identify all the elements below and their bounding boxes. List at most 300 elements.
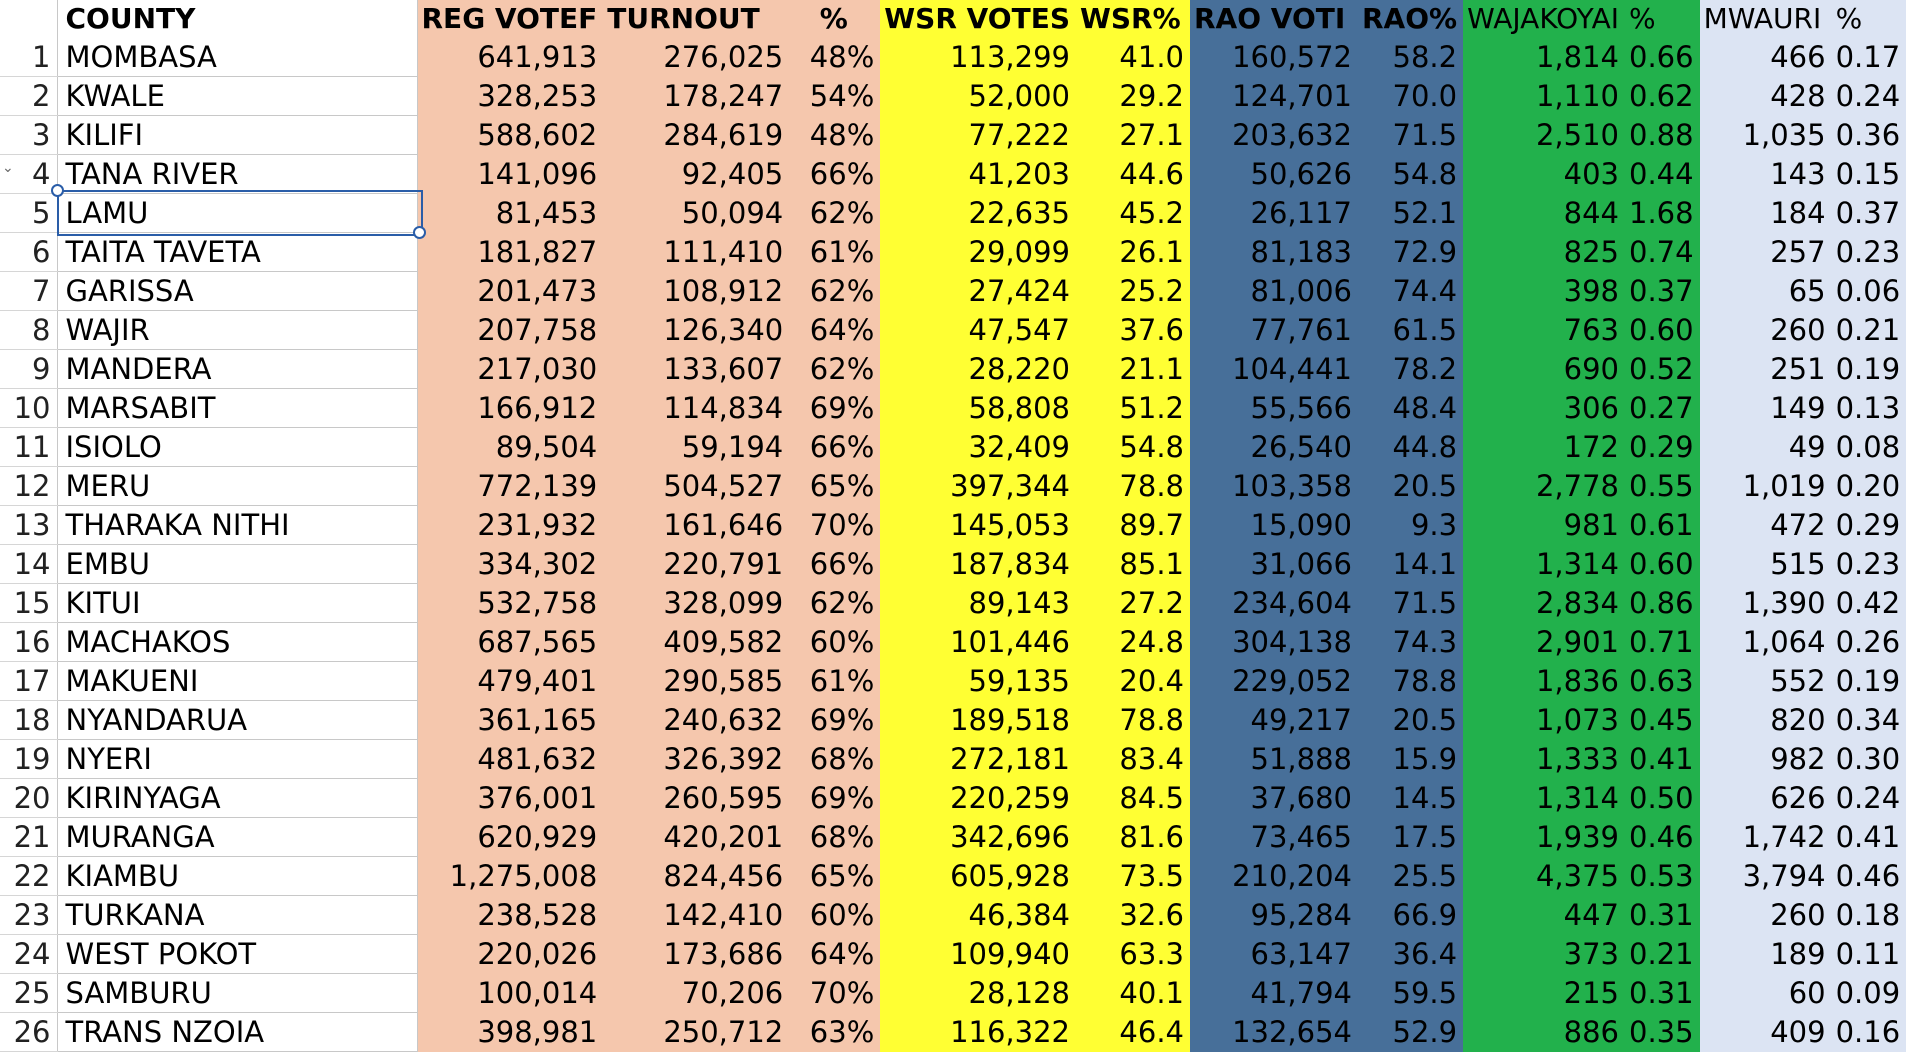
wajakoyah-votes-cell[interactable]: 403: [1463, 155, 1625, 194]
county-cell[interactable]: ISIOLO: [57, 428, 417, 467]
wajakoyah-votes-cell[interactable]: 398: [1463, 272, 1625, 311]
wsr-votes-cell[interactable]: 52,000: [880, 77, 1076, 116]
row-number-cell[interactable]: 24: [0, 935, 57, 974]
turnout-cell[interactable]: 126,340: [603, 311, 789, 350]
wajakoyah-percent-cell[interactable]: 0.74: [1625, 233, 1700, 272]
wsr-percent-cell[interactable]: 20.4: [1076, 662, 1190, 701]
row-number-cell[interactable]: 10: [0, 389, 57, 428]
county-cell[interactable]: KITUI: [57, 584, 417, 623]
wsr-percent-cell[interactable]: 78.8: [1076, 701, 1190, 740]
turnout-percent-cell[interactable]: 68%: [789, 740, 880, 779]
row-number-cell[interactable]: 3: [0, 116, 57, 155]
mwaure-votes-cell[interactable]: 189: [1700, 935, 1832, 974]
mwaure-votes-cell[interactable]: 251: [1700, 350, 1832, 389]
mwaure-votes-cell[interactable]: 515: [1700, 545, 1832, 584]
wajakoyah-votes-cell[interactable]: 172: [1463, 428, 1625, 467]
rao-percent-cell[interactable]: 74.4: [1358, 272, 1463, 311]
turnout-percent-cell[interactable]: 62%: [789, 350, 880, 389]
wsr-votes-cell[interactable]: 41,203: [880, 155, 1076, 194]
rao-votes-cell[interactable]: 210,204: [1190, 857, 1358, 896]
wajakoyah-percent-cell[interactable]: 0.60: [1625, 311, 1700, 350]
mwaure-votes-cell[interactable]: 552: [1700, 662, 1832, 701]
county-cell[interactable]: MARSABIT: [57, 389, 417, 428]
rao-votes-cell[interactable]: 160,572: [1190, 38, 1358, 77]
turnout-percent-cell[interactable]: 69%: [789, 389, 880, 428]
mwaure-votes-cell[interactable]: 1,390: [1700, 584, 1832, 623]
mwaure-percent-cell[interactable]: 0.19: [1832, 662, 1907, 701]
rao-votes-cell[interactable]: 41,794: [1190, 974, 1358, 1013]
turnout-cell[interactable]: 220,791: [603, 545, 789, 584]
row-number-cell[interactable]: 25: [0, 974, 57, 1013]
wsr-percent-cell[interactable]: 41.0: [1076, 38, 1190, 77]
turnout-cell[interactable]: 108,912: [603, 272, 789, 311]
header-wsr-percent[interactable]: WSR%: [1076, 0, 1190, 38]
turnout-cell[interactable]: 114,834: [603, 389, 789, 428]
turnout-cell[interactable]: 504,527: [603, 467, 789, 506]
turnout-cell[interactable]: 92,405: [603, 155, 789, 194]
turnout-cell[interactable]: 142,410: [603, 896, 789, 935]
wsr-votes-cell[interactable]: 145,053: [880, 506, 1076, 545]
wsr-votes-cell[interactable]: 109,940: [880, 935, 1076, 974]
reg-voters-cell[interactable]: 100,014: [417, 974, 603, 1013]
reg-voters-cell[interactable]: 81,453: [417, 194, 603, 233]
rao-percent-cell[interactable]: 78.2: [1358, 350, 1463, 389]
rao-votes-cell[interactable]: 103,358: [1190, 467, 1358, 506]
wajakoyah-percent-cell[interactable]: 0.31: [1625, 974, 1700, 1013]
wajakoyah-votes-cell[interactable]: 2,834: [1463, 584, 1625, 623]
row-number-cell[interactable]: 15: [0, 584, 57, 623]
rao-percent-cell[interactable]: 15.9: [1358, 740, 1463, 779]
wajakoyah-votes-cell[interactable]: 306: [1463, 389, 1625, 428]
reg-voters-cell[interactable]: 334,302: [417, 545, 603, 584]
turnout-cell[interactable]: 326,392: [603, 740, 789, 779]
row-number-cell[interactable]: 21: [0, 818, 57, 857]
mwaure-percent-cell[interactable]: 0.36: [1832, 116, 1907, 155]
wsr-percent-cell[interactable]: 46.4: [1076, 1013, 1190, 1052]
row-number-cell[interactable]: 1: [0, 38, 57, 77]
turnout-cell[interactable]: 276,025: [603, 38, 789, 77]
wsr-percent-cell[interactable]: 40.1: [1076, 974, 1190, 1013]
turnout-cell[interactable]: 133,607: [603, 350, 789, 389]
wsr-percent-cell[interactable]: 89.7: [1076, 506, 1190, 545]
header-wsr-votes[interactable]: WSR VOTES: [880, 0, 1076, 38]
turnout-percent-cell[interactable]: 69%: [789, 701, 880, 740]
county-cell[interactable]: TANA RIVER: [57, 155, 417, 194]
county-cell[interactable]: MACHAKOS: [57, 623, 417, 662]
mwaure-votes-cell[interactable]: 1,019: [1700, 467, 1832, 506]
turnout-percent-cell[interactable]: 61%: [789, 233, 880, 272]
row-number-cell[interactable]: 11: [0, 428, 57, 467]
wsr-votes-cell[interactable]: 27,424: [880, 272, 1076, 311]
mwaure-votes-cell[interactable]: 65: [1700, 272, 1832, 311]
turnout-percent-cell[interactable]: 70%: [789, 974, 880, 1013]
rao-percent-cell[interactable]: 25.5: [1358, 857, 1463, 896]
rao-votes-cell[interactable]: 132,654: [1190, 1013, 1358, 1052]
wajakoyah-votes-cell[interactable]: 447: [1463, 896, 1625, 935]
mwaure-percent-cell[interactable]: 0.15: [1832, 155, 1907, 194]
header-mwaure-votes[interactable]: MWAURI: [1700, 0, 1832, 38]
header-rao-percent[interactable]: RAO%: [1358, 0, 1463, 38]
turnout-cell[interactable]: 250,712: [603, 1013, 789, 1052]
row-number-cell[interactable]: 18: [0, 701, 57, 740]
wsr-votes-cell[interactable]: 47,547: [880, 311, 1076, 350]
mwaure-percent-cell[interactable]: 0.26: [1832, 623, 1907, 662]
county-cell[interactable]: THARAKA NITHI: [57, 506, 417, 545]
wajakoyah-votes-cell[interactable]: 763: [1463, 311, 1625, 350]
wajakoyah-percent-cell[interactable]: 0.62: [1625, 77, 1700, 116]
turnout-percent-cell[interactable]: 66%: [789, 155, 880, 194]
mwaure-votes-cell[interactable]: 472: [1700, 506, 1832, 545]
wsr-votes-cell[interactable]: 116,322: [880, 1013, 1076, 1052]
mwaure-percent-cell[interactable]: 0.06: [1832, 272, 1907, 311]
reg-voters-cell[interactable]: 328,253: [417, 77, 603, 116]
rao-percent-cell[interactable]: 17.5: [1358, 818, 1463, 857]
turnout-percent-cell[interactable]: 69%: [789, 779, 880, 818]
wsr-votes-cell[interactable]: 77,222: [880, 116, 1076, 155]
county-cell[interactable]: NYANDARUA: [57, 701, 417, 740]
rao-votes-cell[interactable]: 50,626: [1190, 155, 1358, 194]
wajakoyah-percent-cell[interactable]: 0.29: [1625, 428, 1700, 467]
reg-voters-cell[interactable]: 181,827: [417, 233, 603, 272]
mwaure-votes-cell[interactable]: 428: [1700, 77, 1832, 116]
wsr-votes-cell[interactable]: 46,384: [880, 896, 1076, 935]
row-number-cell[interactable]: 19: [0, 740, 57, 779]
mwaure-votes-cell[interactable]: 260: [1700, 311, 1832, 350]
wajakoyah-percent-cell[interactable]: 0.44: [1625, 155, 1700, 194]
header-wajakoyah-votes[interactable]: WAJAKOYAI: [1463, 0, 1625, 38]
wsr-votes-cell[interactable]: 187,834: [880, 545, 1076, 584]
rao-percent-cell[interactable]: 14.5: [1358, 779, 1463, 818]
rao-percent-cell[interactable]: 44.8: [1358, 428, 1463, 467]
wajakoyah-votes-cell[interactable]: 690: [1463, 350, 1625, 389]
row-number-cell[interactable]: 5: [0, 194, 57, 233]
county-cell[interactable]: TAITA TAVETA: [57, 233, 417, 272]
reg-voters-cell[interactable]: 687,565: [417, 623, 603, 662]
mwaure-votes-cell[interactable]: 49: [1700, 428, 1832, 467]
wsr-votes-cell[interactable]: 113,299: [880, 38, 1076, 77]
turnout-percent-cell[interactable]: 65%: [789, 857, 880, 896]
row-number-cell[interactable]: 12: [0, 467, 57, 506]
mwaure-percent-cell[interactable]: 0.29: [1832, 506, 1907, 545]
wajakoyah-percent-cell[interactable]: 1.68: [1625, 194, 1700, 233]
wsr-votes-cell[interactable]: 397,344: [880, 467, 1076, 506]
wajakoyah-votes-cell[interactable]: 4,375: [1463, 857, 1625, 896]
wsr-percent-cell[interactable]: 85.1: [1076, 545, 1190, 584]
wajakoyah-percent-cell[interactable]: 0.63: [1625, 662, 1700, 701]
mwaure-votes-cell[interactable]: 1,064: [1700, 623, 1832, 662]
mwaure-votes-cell[interactable]: 626: [1700, 779, 1832, 818]
wsr-votes-cell[interactable]: 189,518: [880, 701, 1076, 740]
wsr-percent-cell[interactable]: 32.6: [1076, 896, 1190, 935]
wajakoyah-percent-cell[interactable]: 0.66: [1625, 38, 1700, 77]
county-cell[interactable]: MERU: [57, 467, 417, 506]
turnout-percent-cell[interactable]: 60%: [789, 896, 880, 935]
rao-votes-cell[interactable]: 26,540: [1190, 428, 1358, 467]
mwaure-votes-cell[interactable]: 820: [1700, 701, 1832, 740]
county-cell[interactable]: KWALE: [57, 77, 417, 116]
wsr-votes-cell[interactable]: 101,446: [880, 623, 1076, 662]
row-number-cell[interactable]: 14: [0, 545, 57, 584]
wajakoyah-percent-cell[interactable]: 0.86: [1625, 584, 1700, 623]
mwaure-percent-cell[interactable]: 0.23: [1832, 545, 1907, 584]
rao-votes-cell[interactable]: 51,888: [1190, 740, 1358, 779]
turnout-cell[interactable]: 409,582: [603, 623, 789, 662]
reg-voters-cell[interactable]: 588,602: [417, 116, 603, 155]
mwaure-percent-cell[interactable]: 0.21: [1832, 311, 1907, 350]
wajakoyah-percent-cell[interactable]: 0.37: [1625, 272, 1700, 311]
wsr-votes-cell[interactable]: 220,259: [880, 779, 1076, 818]
wajakoyah-votes-cell[interactable]: 1,073: [1463, 701, 1625, 740]
reg-voters-cell[interactable]: 238,528: [417, 896, 603, 935]
wsr-votes-cell[interactable]: 32,409: [880, 428, 1076, 467]
wajakoyah-votes-cell[interactable]: 2,901: [1463, 623, 1625, 662]
rao-votes-cell[interactable]: 203,632: [1190, 116, 1358, 155]
wsr-percent-cell[interactable]: 78.8: [1076, 467, 1190, 506]
turnout-percent-cell[interactable]: 63%: [789, 1013, 880, 1052]
row-number-cell[interactable]: 23: [0, 896, 57, 935]
turnout-cell[interactable]: 824,456: [603, 857, 789, 896]
wsr-percent-cell[interactable]: 51.2: [1076, 389, 1190, 428]
turnout-cell[interactable]: 328,099: [603, 584, 789, 623]
wajakoyah-percent-cell[interactable]: 0.71: [1625, 623, 1700, 662]
rao-votes-cell[interactable]: 229,052: [1190, 662, 1358, 701]
mwaure-percent-cell[interactable]: 0.46: [1832, 857, 1907, 896]
wajakoyah-percent-cell[interactable]: 0.31: [1625, 896, 1700, 935]
county-cell[interactable]: MAKUENI: [57, 662, 417, 701]
turnout-percent-cell[interactable]: 60%: [789, 623, 880, 662]
rao-percent-cell[interactable]: 61.5: [1358, 311, 1463, 350]
row-number-cell[interactable]: 7: [0, 272, 57, 311]
rao-votes-cell[interactable]: 37,680: [1190, 779, 1358, 818]
wsr-percent-cell[interactable]: 27.1: [1076, 116, 1190, 155]
wsr-votes-cell[interactable]: 28,128: [880, 974, 1076, 1013]
wsr-percent-cell[interactable]: 29.2: [1076, 77, 1190, 116]
wsr-percent-cell[interactable]: 83.4: [1076, 740, 1190, 779]
wajakoyah-votes-cell[interactable]: 215: [1463, 974, 1625, 1013]
reg-voters-cell[interactable]: 220,026: [417, 935, 603, 974]
row-number-cell[interactable]: 2: [0, 77, 57, 116]
turnout-cell[interactable]: 240,632: [603, 701, 789, 740]
turnout-cell[interactable]: 59,194: [603, 428, 789, 467]
turnout-percent-cell[interactable]: 54%: [789, 77, 880, 116]
mwaure-percent-cell[interactable]: 0.16: [1832, 1013, 1907, 1052]
turnout-percent-cell[interactable]: 66%: [789, 428, 880, 467]
row-chevron-icon[interactable]: ⌄: [2, 160, 14, 176]
turnout-cell[interactable]: 260,595: [603, 779, 789, 818]
reg-voters-cell[interactable]: 479,401: [417, 662, 603, 701]
selection-handle-bottom-right[interactable]: [413, 226, 426, 239]
mwaure-percent-cell[interactable]: 0.23: [1832, 233, 1907, 272]
wsr-votes-cell[interactable]: 22,635: [880, 194, 1076, 233]
header-mwaure-percent[interactable]: %: [1832, 0, 1907, 38]
mwaure-percent-cell[interactable]: 0.41: [1832, 818, 1907, 857]
wajakoyah-percent-cell[interactable]: 0.46: [1625, 818, 1700, 857]
wsr-percent-cell[interactable]: 45.2: [1076, 194, 1190, 233]
mwaure-percent-cell[interactable]: 0.30: [1832, 740, 1907, 779]
mwaure-votes-cell[interactable]: 184: [1700, 194, 1832, 233]
row-number-cell[interactable]: 26: [0, 1013, 57, 1052]
rao-percent-cell[interactable]: 70.0: [1358, 77, 1463, 116]
rao-percent-cell[interactable]: 74.3: [1358, 623, 1463, 662]
header-county[interactable]: COUNTY: [57, 0, 417, 38]
mwaure-votes-cell[interactable]: 982: [1700, 740, 1832, 779]
wajakoyah-percent-cell[interactable]: 0.21: [1625, 935, 1700, 974]
rao-percent-cell[interactable]: 20.5: [1358, 467, 1463, 506]
header-wajakoyah-percent[interactable]: %: [1625, 0, 1700, 38]
turnout-percent-cell[interactable]: 68%: [789, 818, 880, 857]
wajakoyah-percent-cell[interactable]: 0.61: [1625, 506, 1700, 545]
turnout-cell[interactable]: 50,094: [603, 194, 789, 233]
wajakoyah-percent-cell[interactable]: 0.60: [1625, 545, 1700, 584]
rao-votes-cell[interactable]: 124,701: [1190, 77, 1358, 116]
row-number-cell[interactable]: 17: [0, 662, 57, 701]
wajakoyah-percent-cell[interactable]: 0.35: [1625, 1013, 1700, 1052]
turnout-cell[interactable]: 178,247: [603, 77, 789, 116]
reg-voters-cell[interactable]: 481,632: [417, 740, 603, 779]
rao-votes-cell[interactable]: 73,465: [1190, 818, 1358, 857]
county-cell[interactable]: MURANGA: [57, 818, 417, 857]
rao-votes-cell[interactable]: 15,090: [1190, 506, 1358, 545]
rao-votes-cell[interactable]: 104,441: [1190, 350, 1358, 389]
rao-percent-cell[interactable]: 52.1: [1358, 194, 1463, 233]
turnout-percent-cell[interactable]: 65%: [789, 467, 880, 506]
turnout-percent-cell[interactable]: 62%: [789, 272, 880, 311]
county-cell[interactable]: WEST POKOT: [57, 935, 417, 974]
wsr-votes-cell[interactable]: 28,220: [880, 350, 1076, 389]
rao-votes-cell[interactable]: 81,006: [1190, 272, 1358, 311]
rao-percent-cell[interactable]: 14.1: [1358, 545, 1463, 584]
wsr-percent-cell[interactable]: 73.5: [1076, 857, 1190, 896]
wsr-votes-cell[interactable]: 342,696: [880, 818, 1076, 857]
mwaure-votes-cell[interactable]: 149: [1700, 389, 1832, 428]
county-cell[interactable]: KIRINYAGA: [57, 779, 417, 818]
rao-percent-cell[interactable]: 71.5: [1358, 116, 1463, 155]
turnout-percent-cell[interactable]: 64%: [789, 935, 880, 974]
turnout-cell[interactable]: 290,585: [603, 662, 789, 701]
wajakoyah-percent-cell[interactable]: 0.27: [1625, 389, 1700, 428]
wajakoyah-votes-cell[interactable]: 2,510: [1463, 116, 1625, 155]
rao-percent-cell[interactable]: 54.8: [1358, 155, 1463, 194]
wajakoyah-votes-cell[interactable]: 1,836: [1463, 662, 1625, 701]
reg-voters-cell[interactable]: 231,932: [417, 506, 603, 545]
wajakoyah-percent-cell[interactable]: 0.50: [1625, 779, 1700, 818]
reg-voters-cell[interactable]: 641,913: [417, 38, 603, 77]
wsr-votes-cell[interactable]: 272,181: [880, 740, 1076, 779]
county-cell[interactable]: GARISSA: [57, 272, 417, 311]
mwaure-votes-cell[interactable]: 1,742: [1700, 818, 1832, 857]
rao-percent-cell[interactable]: 71.5: [1358, 584, 1463, 623]
header-reg-voters[interactable]: REG VOTEF: [417, 0, 603, 38]
wajakoyah-votes-cell[interactable]: 886: [1463, 1013, 1625, 1052]
turnout-cell[interactable]: 284,619: [603, 116, 789, 155]
header-rao-votes[interactable]: RAO VOTI: [1190, 0, 1358, 38]
rao-votes-cell[interactable]: 77,761: [1190, 311, 1358, 350]
reg-voters-cell[interactable]: 89,504: [417, 428, 603, 467]
mwaure-votes-cell[interactable]: 409: [1700, 1013, 1832, 1052]
rao-percent-cell[interactable]: 48.4: [1358, 389, 1463, 428]
mwaure-percent-cell[interactable]: 0.34: [1832, 701, 1907, 740]
turnout-cell[interactable]: 111,410: [603, 233, 789, 272]
mwaure-percent-cell[interactable]: 0.20: [1832, 467, 1907, 506]
mwaure-percent-cell[interactable]: 0.08: [1832, 428, 1907, 467]
rao-percent-cell[interactable]: 66.9: [1358, 896, 1463, 935]
mwaure-votes-cell[interactable]: 3,794: [1700, 857, 1832, 896]
mwaure-percent-cell[interactable]: 0.19: [1832, 350, 1907, 389]
county-cell[interactable]: TRANS NZOIA: [57, 1013, 417, 1052]
header-row-number[interactable]: [0, 0, 57, 38]
wajakoyah-percent-cell[interactable]: 0.55: [1625, 467, 1700, 506]
turnout-percent-cell[interactable]: 66%: [789, 545, 880, 584]
wsr-votes-cell[interactable]: 59,135: [880, 662, 1076, 701]
county-cell[interactable]: KIAMBU: [57, 857, 417, 896]
mwaure-votes-cell[interactable]: 257: [1700, 233, 1832, 272]
reg-voters-cell[interactable]: 201,473: [417, 272, 603, 311]
wajakoyah-votes-cell[interactable]: 1,939: [1463, 818, 1625, 857]
mwaure-votes-cell[interactable]: 60: [1700, 974, 1832, 1013]
wsr-percent-cell[interactable]: 27.2: [1076, 584, 1190, 623]
turnout-percent-cell[interactable]: 70%: [789, 506, 880, 545]
wajakoyah-percent-cell[interactable]: 0.45: [1625, 701, 1700, 740]
mwaure-percent-cell[interactable]: 0.17: [1832, 38, 1907, 77]
reg-voters-cell[interactable]: 398,981: [417, 1013, 603, 1052]
rao-votes-cell[interactable]: 81,183: [1190, 233, 1358, 272]
wsr-votes-cell[interactable]: 58,808: [880, 389, 1076, 428]
row-number-cell[interactable]: 16: [0, 623, 57, 662]
turnout-cell[interactable]: 161,646: [603, 506, 789, 545]
reg-voters-cell[interactable]: 620,929: [417, 818, 603, 857]
county-cell[interactable]: MOMBASA: [57, 38, 417, 77]
county-cell[interactable]: EMBU: [57, 545, 417, 584]
wajakoyah-votes-cell[interactable]: 981: [1463, 506, 1625, 545]
mwaure-percent-cell[interactable]: 0.24: [1832, 779, 1907, 818]
turnout-percent-cell[interactable]: 62%: [789, 584, 880, 623]
wajakoyah-votes-cell[interactable]: 1,110: [1463, 77, 1625, 116]
turnout-percent-cell[interactable]: 48%: [789, 116, 880, 155]
reg-voters-cell[interactable]: 376,001: [417, 779, 603, 818]
rao-percent-cell[interactable]: 52.9: [1358, 1013, 1463, 1052]
reg-voters-cell[interactable]: 1,275,008: [417, 857, 603, 896]
county-cell[interactable]: NYERI: [57, 740, 417, 779]
county-cell[interactable]: WAJIR: [57, 311, 417, 350]
rao-votes-cell[interactable]: 49,217: [1190, 701, 1358, 740]
turnout-percent-cell[interactable]: 64%: [789, 311, 880, 350]
turnout-percent-cell[interactable]: 62%: [789, 194, 880, 233]
header-turnout-percent[interactable]: %: [789, 0, 880, 38]
row-number-cell[interactable]: 4: [0, 155, 57, 194]
county-cell[interactable]: LAMU: [57, 194, 417, 233]
row-number-cell[interactable]: 8: [0, 311, 57, 350]
rao-votes-cell[interactable]: 31,066: [1190, 545, 1358, 584]
county-cell[interactable]: MANDERA: [57, 350, 417, 389]
rao-percent-cell[interactable]: 58.2: [1358, 38, 1463, 77]
reg-voters-cell[interactable]: 217,030: [417, 350, 603, 389]
rao-percent-cell[interactable]: 20.5: [1358, 701, 1463, 740]
wajakoyah-votes-cell[interactable]: 2,778: [1463, 467, 1625, 506]
wsr-percent-cell[interactable]: 84.5: [1076, 779, 1190, 818]
rao-votes-cell[interactable]: 95,284: [1190, 896, 1358, 935]
wajakoyah-votes-cell[interactable]: 373: [1463, 935, 1625, 974]
header-turnout[interactable]: TURNOUT: [603, 0, 789, 38]
row-number-cell[interactable]: 6: [0, 233, 57, 272]
reg-voters-cell[interactable]: 166,912: [417, 389, 603, 428]
turnout-percent-cell[interactable]: 61%: [789, 662, 880, 701]
rao-votes-cell[interactable]: 26,117: [1190, 194, 1358, 233]
mwaure-votes-cell[interactable]: 260: [1700, 896, 1832, 935]
rao-percent-cell[interactable]: 36.4: [1358, 935, 1463, 974]
mwaure-percent-cell[interactable]: 0.42: [1832, 584, 1907, 623]
mwaure-votes-cell[interactable]: 466: [1700, 38, 1832, 77]
wsr-votes-cell[interactable]: 29,099: [880, 233, 1076, 272]
